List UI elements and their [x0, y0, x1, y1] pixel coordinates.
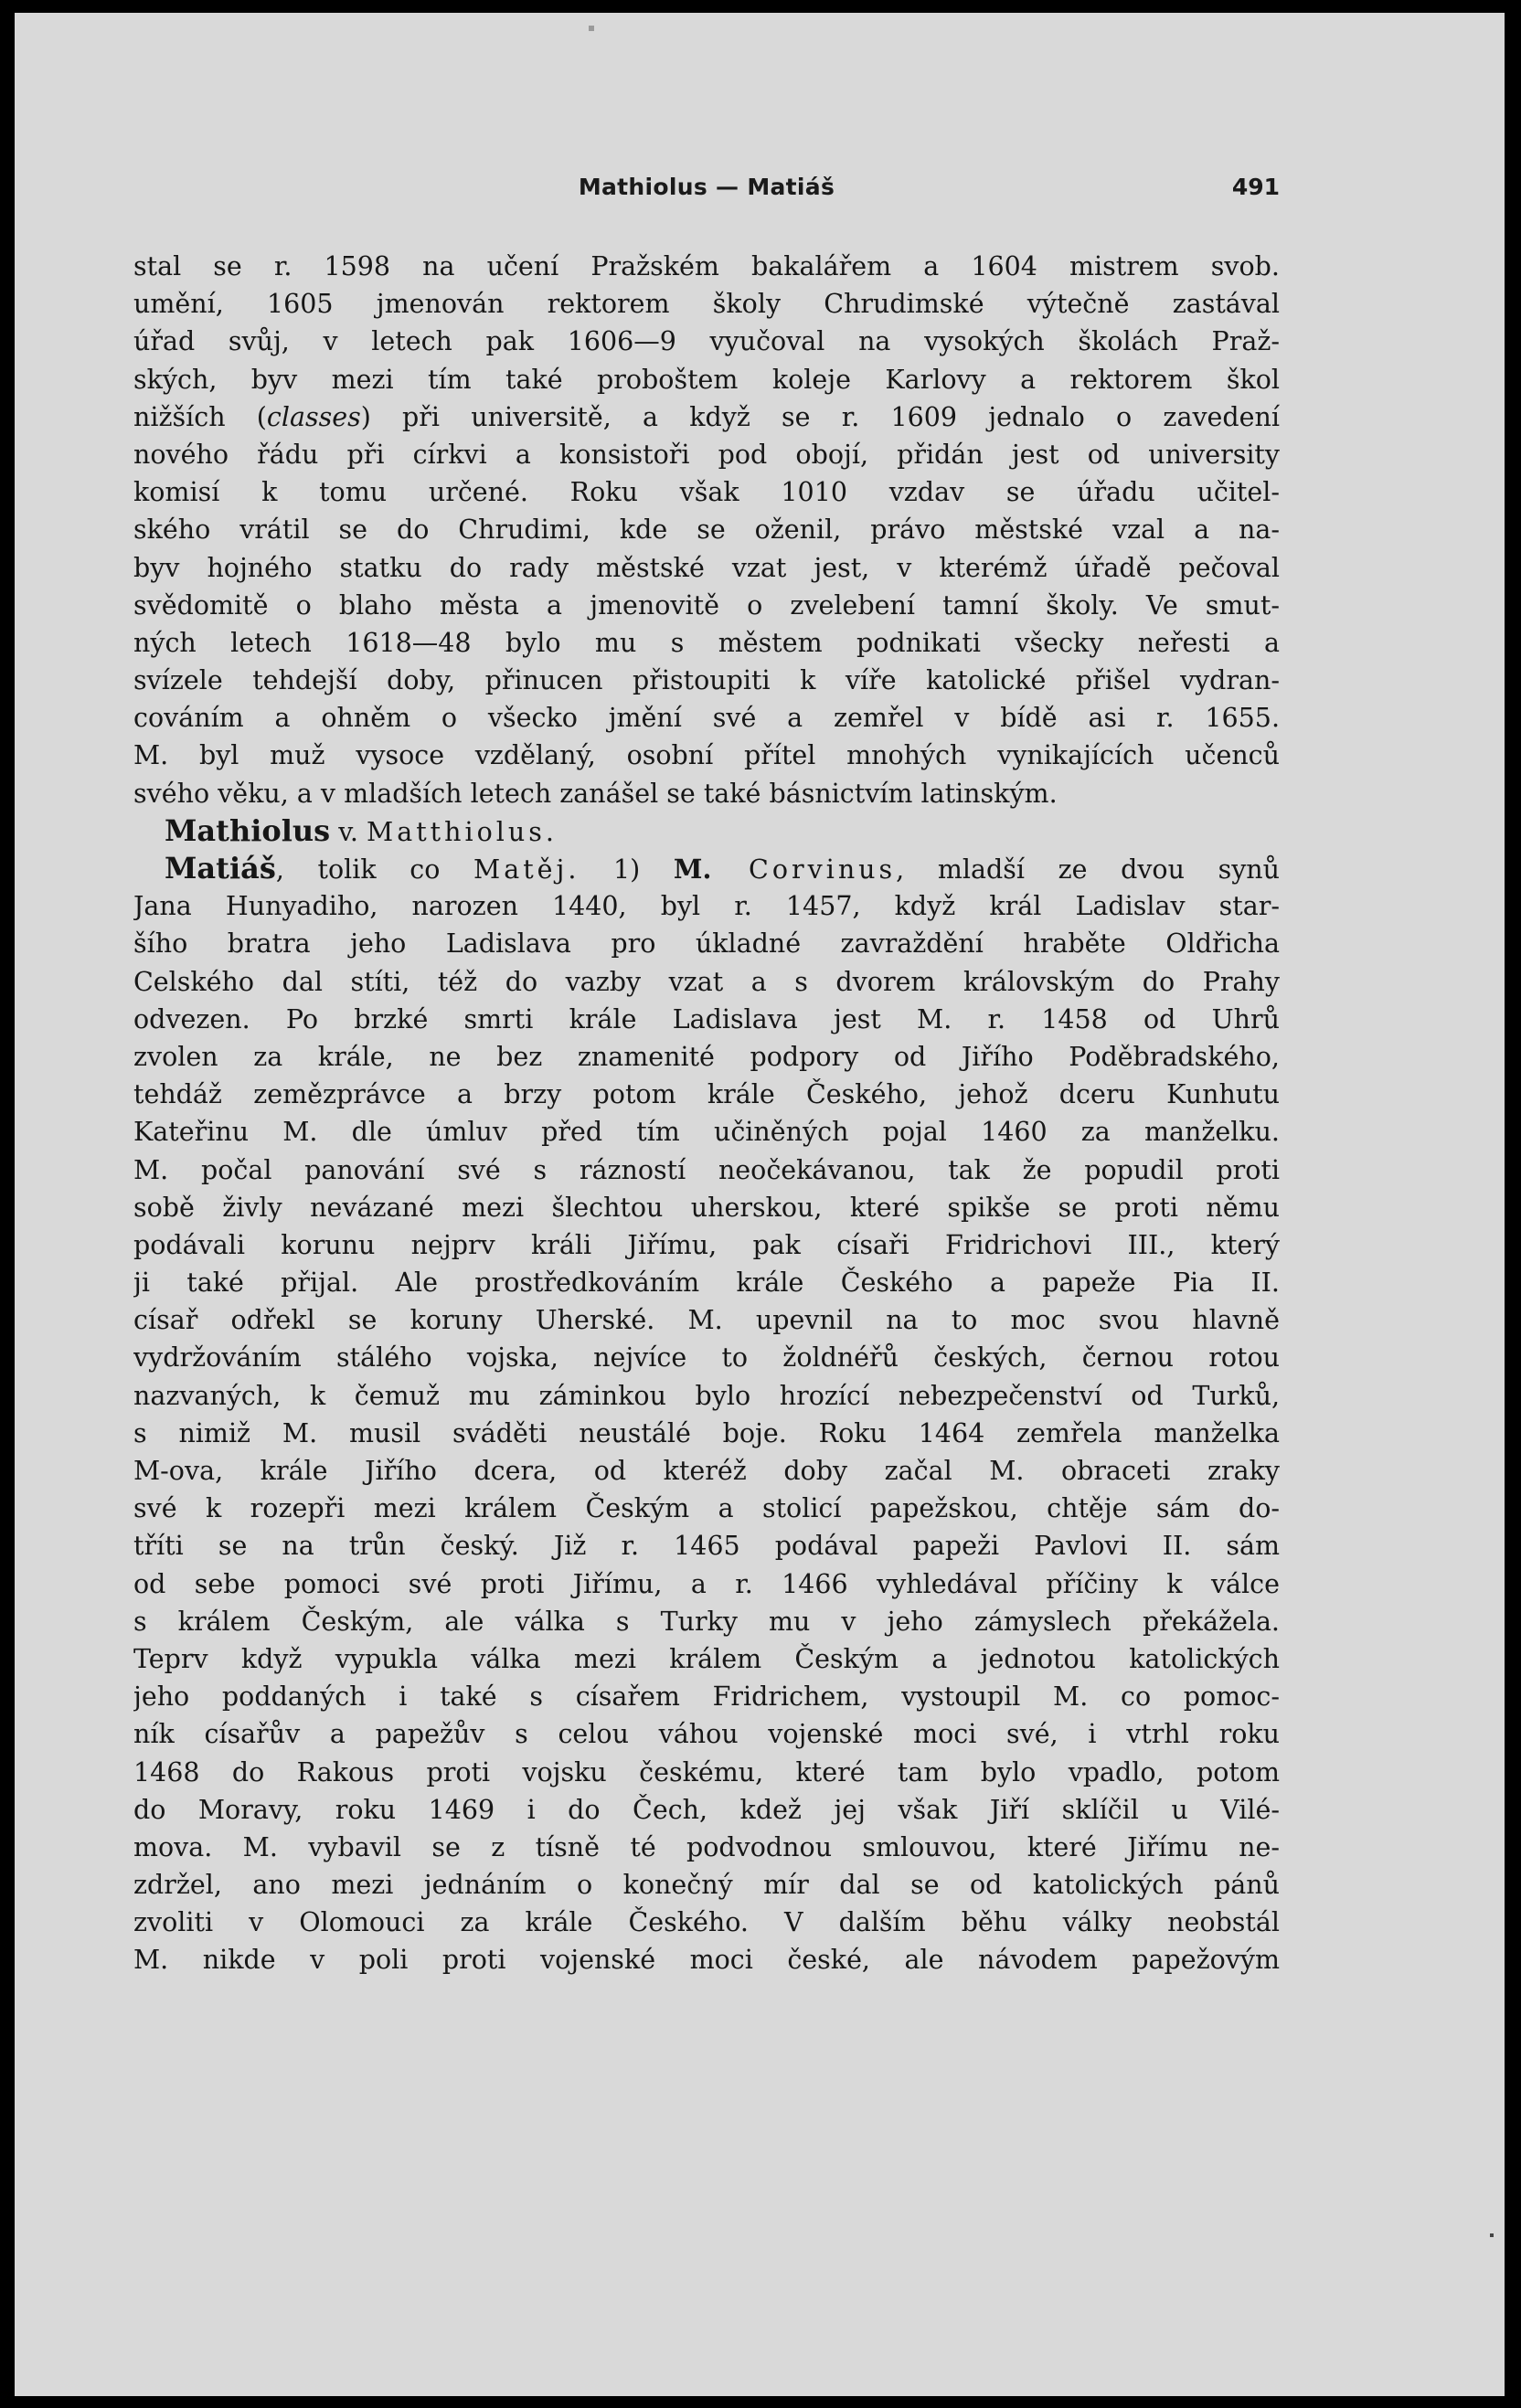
text-line: zdržel, ano mezi jednáním o konečný mír dal se od katolických pánů [133, 1870, 1280, 1901]
text-line: odvezen. Po brzké smrti krále Ladislava jest M. r. 1458 od Uhrů [133, 1003, 1280, 1034]
text-line: ník císařův a papežův s celou váhou vojenské moci své, i vtrhl roku [133, 1719, 1280, 1750]
text-line: Jana Hunyadiho, narozen 1440, byl r. 1457, když král Ladislav star- [133, 891, 1280, 922]
entry-cross-reference: Matthiolus. [367, 816, 558, 847]
text-line: ji také přijal. Ale prostředkováním krále Českého a papeže Pia II. [133, 1268, 1280, 1299]
text-line: podávali korunu nejprv králi Jiřímu, pak císaři Fridrichovi III., který [133, 1229, 1280, 1260]
text-line: nového řádu při církvi a konsistoři pod obojí, přidán jest od university [133, 439, 1280, 470]
text-line: tříti se na trůn český. Již r. 1465 podával papeži Pavlovi II. sám [133, 1531, 1280, 1562]
text-line: své k rozepři mezi králem Českým a stolicí papežskou, chtěje sám do- [133, 1493, 1280, 1524]
text-line: sobě živly nevázané mezi šlechtou uherskou, které spikše se proti němu [133, 1192, 1280, 1223]
text-line: ských, byv mezi tím také proboštem koleje Karlovy a rektorem škol [133, 364, 1280, 395]
text-line: ných letech 1618—48 bylo mu s městem podnikati všecky neřesti a [133, 627, 1280, 658]
entry-number: 1) [580, 854, 674, 885]
text-line: svého věku, a v mladších letech zanášel se také básnictvím latinským. [133, 778, 1058, 809]
scan-mark [589, 26, 594, 31]
book-page [15, 13, 1505, 2396]
entry-cross-reference: Matěj. [473, 854, 580, 885]
text-line: vydržováním stálého vojska, nejvíce to žoldnéřů českých, černou rotou [133, 1342, 1280, 1374]
page-header [133, 174, 1280, 210]
text-line: M. počal panování své s rázností neočekávanou, tak že popudil proti [133, 1154, 1280, 1185]
entry-headword: Mathiolus [165, 812, 331, 848]
text-line: cováním a ohněm o všecko jmění své a zemřel v bídě asi r. 1655. [133, 703, 1280, 734]
page-number: 491 [1231, 174, 1280, 200]
text-line: byv hojného statku do rady městské vzat jest, v kterémž úřadě pečoval [133, 552, 1280, 583]
text-line: M. byl muž vysoce vzdělaný, osobní přítel mnohých vynikajících učenců [133, 740, 1280, 771]
text-line: Celského dal stíti, též do vazby vzat a s dvorem královským do Prahy [133, 966, 1280, 997]
text-line: umění, 1605 jmenován rektorem školy Chrudimské výtečně zastával [133, 289, 1280, 320]
text-line: ského vrátil se do Chrudimi, kde se oženil, právo městské vzal a na- [133, 514, 1280, 546]
text-line: úřad svůj, v letech pak 1606—9 vyučoval na vysokých školách Praž- [133, 326, 1280, 357]
body-text [133, 248, 1280, 1979]
text-line: zvoliti v Olomouci za krále Českého. V dalším běhu války neobstál [133, 1907, 1280, 1938]
text-line: od sebe pomoci své proti Jiřímu, a r. 1466 vyhledával příčiny k válce [133, 1568, 1280, 1599]
text-line: šího bratra jeho Ladislava pro úkladné zavraždění hraběte Oldřicha [133, 928, 1280, 960]
entry-matias [133, 850, 1280, 887]
text-line: 1468 do Rakous proti vojsku českému, které tam bylo vpadlo, potom [133, 1756, 1280, 1787]
text-line: mova. M. vybavil se z tísně té podvodnou smlouvou, které Jiřímu ne- [133, 1831, 1280, 1862]
text-line: císař odřekl se koruny Uherské. M. upevnil na to moc svou hlavně [133, 1305, 1280, 1336]
text-line: s nimiž M. musil sváděti neustálé boje. Roku 1464 zemřela manželka [133, 1417, 1280, 1448]
entry-matias-body [133, 887, 1280, 1978]
text-line: svízele tehdejší doby, přinucen přistoupiti k víře katolické přišel vydran- [133, 665, 1280, 696]
running-head: Mathiolus — Matiáš [578, 174, 835, 200]
entry-abbrev: M. [673, 854, 712, 885]
text-line: stal se r. 1598 na učení Pražském bakalářem a 1604 mistrem svob. [133, 251, 1280, 281]
entry-text: , mladší ze dvou synů [896, 854, 1280, 885]
text-line: jeho poddaných i také s císařem Fridrichem, vystoupil M. co pomoc- [133, 1681, 1280, 1713]
text-line: Teprv když vypukla válka mezi králem Českým a jednotou katolických [133, 1643, 1280, 1674]
entry-ref-prefix: v. [330, 816, 367, 847]
text-line: nižších (classes) při universitě, a když se r. 1609 jednalo o zavedení [133, 401, 1280, 432]
text-line: nazvaných, k čemuž mu záminkou bylo hrozící nebezpečenství od Turků, [133, 1380, 1280, 1411]
scan-mark [1490, 2233, 1494, 2237]
text-line: s králem Českým, ale válka s Turky mu v jeho zámyslech překážela. [133, 1606, 1280, 1637]
entry-mathiolus [133, 812, 1280, 850]
text-line: komisí k tomu určené. Roku však 1010 vzdav se úřadu učitel- [133, 477, 1280, 508]
text-line: zvolen za krále, ne bez znamenité podpory od Jiřího Poděbradského, [133, 1041, 1280, 1072]
text-line: Kateřinu M. dle úmluv před tím učiněných pojal 1460 za manželku. [133, 1117, 1280, 1148]
text-line: tehdáž zemězprávce a brzy potom krále Českého, jehož dceru Kunhutu [133, 1079, 1280, 1110]
text-line: svědomitě o blaho města a jmenovitě o zvelebení tamní školy. Ve smut- [133, 589, 1280, 621]
text-line: M-ova, krále Jiřího dcera, od kteréž doby začal M. obraceti zraky [133, 1456, 1280, 1486]
text-line: do Moravy, roku 1469 i do Čech, kdež jej však Jiří sklíčil u Vilé- [133, 1794, 1280, 1825]
entry-intro: , tolik co [275, 854, 474, 885]
italic-term: classes [266, 401, 361, 432]
entry-subject: Corvinus [711, 854, 897, 885]
text-line: M. nikde v poli proti vojenské moci české, ale návodem papežovým [133, 1945, 1280, 1976]
entry-headword: Matiáš [165, 851, 276, 886]
